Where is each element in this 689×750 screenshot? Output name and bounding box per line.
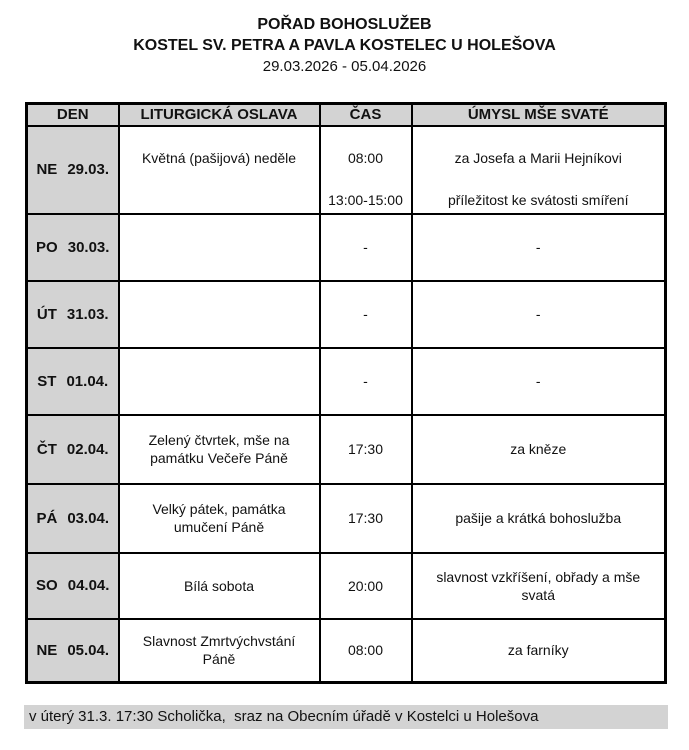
celebration-text [119, 348, 320, 415]
date-range: 29.03.2026 - 05.04.2026 [262, 58, 427, 75]
intention-entry: příležitost ke svátosti smíření [447, 191, 629, 208]
intention-entry: - [412, 214, 666, 281]
day-cell [27, 126, 119, 214]
day-abbr: NE [36, 161, 58, 178]
celebration-text: Zelený čtvrtek, mše na památku Večeře Páně [119, 415, 320, 484]
day-abbr: ST [37, 372, 57, 390]
day-abbr: PÁ [36, 509, 58, 527]
intention-entry: za kněze [412, 415, 666, 484]
time-cell [320, 126, 412, 214]
time-entry: 13:00-15:00 [328, 191, 403, 208]
day-cell [27, 281, 119, 348]
schedule-table [25, 102, 667, 684]
time-entry: - [320, 281, 412, 348]
day-date: 31.03. [66, 305, 109, 323]
table-header-row [27, 104, 666, 126]
column-header-intention: ÚMYSL MŠE SVATÉ [412, 104, 666, 126]
intention-cell [412, 126, 666, 214]
day-cell [27, 348, 119, 415]
document-header [0, 15, 689, 77]
intention-entry: za Josefa a Marii Hejníkovi [454, 149, 622, 166]
time-entry: 17:30 [320, 484, 412, 553]
column-header-time: ČAS [320, 104, 412, 126]
intention-entry: - [412, 348, 666, 415]
day-date: 04.04. [67, 577, 110, 594]
day-abbr: NE [36, 641, 58, 659]
day-abbr: SO [36, 577, 58, 594]
day-date: 02.04. [66, 440, 109, 458]
time-entry: - [320, 214, 412, 281]
day-abbr: PO [36, 238, 58, 256]
time-entry: 08:00 [347, 149, 384, 166]
table-row [27, 281, 666, 348]
day-date: 03.04. [67, 509, 110, 527]
day-abbr: ÚT [36, 305, 57, 323]
celebration-text: Slavnost Zmrtvýchvstání Páně [119, 619, 320, 683]
intention-entry: pašije a krátká bohoslužba [412, 484, 666, 553]
column-header-day: DEN [27, 104, 119, 126]
day-cell [27, 214, 119, 281]
day-cell [27, 415, 119, 484]
table-row [27, 484, 666, 553]
intention-entry: - [412, 281, 666, 348]
celebration-cell [119, 126, 320, 214]
day-cell [27, 619, 119, 683]
time-entry: 08:00 [320, 619, 412, 683]
time-entry: 20:00 [320, 553, 412, 619]
day-date: 05.04. [67, 641, 110, 659]
day-abbr: ČT [36, 440, 57, 458]
table-row [27, 214, 666, 281]
intention-entry: slavnost vzkříšení, obřady a mše svatá [412, 553, 666, 619]
celebration-text [119, 281, 320, 348]
time-entry: 17:30 [320, 415, 412, 484]
table-row [27, 553, 666, 619]
day-date: 30.03. [67, 238, 110, 256]
table-row [27, 415, 666, 484]
day-cell [27, 553, 119, 619]
footer-note: v úterý 31.3. 17:30 Scholička, sraz na Obecním úřadě v Kostelci u Holešova [24, 705, 668, 729]
day-date: 01.04. [66, 372, 109, 390]
table-row [27, 619, 666, 683]
column-header-celebration: LITURGICKÁ OSLAVA [119, 104, 320, 126]
intention-entry: za farníky [412, 619, 666, 683]
celebration-text [119, 214, 320, 281]
day-date: 29.03. [67, 161, 110, 178]
celebration-text: Bílá sobota [119, 553, 320, 619]
table-row [27, 348, 666, 415]
page-title: POŘAD BOHOSLUŽEB [257, 16, 432, 33]
time-entry: - [320, 348, 412, 415]
day-cell [27, 484, 119, 553]
church-name: KOSTEL SV. PETRA A PAVLA KOSTELEC U HOLEŠOVA [133, 37, 556, 54]
table-row [27, 126, 666, 214]
celebration-text: Květná (pašijová) neděle [141, 149, 297, 166]
celebration-text: Velký pátek, památka umučení Páně [119, 484, 320, 553]
